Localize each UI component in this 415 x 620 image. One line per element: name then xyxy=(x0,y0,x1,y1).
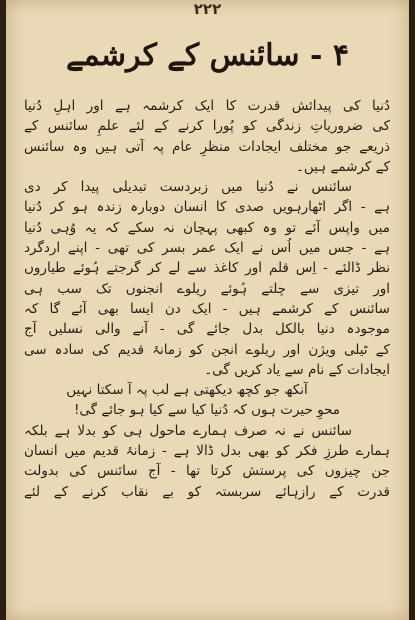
book-page xyxy=(6,0,409,620)
text-line: سائنس نے نہ صرف ہمارے ماحول ہی کو بدلا ہے بلکہ xyxy=(24,422,352,439)
text-line: سائنس کے کرشمے ہیں - ایک دن ایسا بھی آئے گا کہ xyxy=(24,300,390,317)
text-line: سائنس نے دُنیا میں زبردست تبدیلی پیدا کر دی xyxy=(24,179,352,196)
text-line: کے ٹیلی ویژن اور ریلوے انجن کو زمانۂ قدیم کی سادہ سی xyxy=(24,341,390,358)
text-line: قدرت کے رازہائے سربستہ کو بے نقاب کرنے کے لئے xyxy=(24,483,390,500)
text-line: میں واپس آئے تو وہ کبھی پہچان نہ سکے کہ یہ وُہی دُنیا xyxy=(24,219,390,236)
text-line: دُنیا کی پیدائش قدرت کا ایک کرشمہ ہے اور اہلِ دُنیا xyxy=(24,98,390,114)
body-text xyxy=(24,96,390,502)
text-line: ہمارے طرزِ فکر کو بھی بدل ڈالا ہے - زمانۂ قدیم میں انسان xyxy=(24,443,390,460)
verse-line: محوِ حیرت ہوں کہ دُنیا کیا سے کیا ہو جائے گی! xyxy=(73,402,341,419)
text-line: ذریعے جو مختلف ایجادات منظرِ عام پہ آتی ہیں وہ سائنس xyxy=(24,138,390,155)
text-line: جن چیزوں کی پرستش کرتا تھا - آج سائنس کی بدولت xyxy=(24,463,390,480)
text-line: ہے - اگر اٹھارہویں صدی کا انسان دوبارہ زندہ ہو کر دُنیا xyxy=(24,199,390,216)
chapter-title: ۴ - سائنس کے کرشمے xyxy=(65,38,350,73)
text-line: کے کرشمے ہیں۔ xyxy=(296,158,390,175)
text-line: کی ضروریاتِ زندگی کو پُورا کرنے کے لئے علمِ سائنس کے xyxy=(24,118,390,135)
text-line: ہے - جس میں اُس نے ایک عمر بسر کی تھی - اپنے اردگرد xyxy=(24,240,390,257)
text-line: ایجادات کے نام سے یاد کریں گی۔ xyxy=(204,361,390,378)
text-line: موجودہ دنیا بالکل بدل جائے گی - آنے والی نسلیں آج xyxy=(24,321,390,338)
text-line: نظر ڈالئے - اِس قلم اور کاغذ سے لے کر گرجتے ہُوئے طیاروں xyxy=(24,260,390,277)
text-line: اور تیزی سے چلتے ہُوئے ریلوے انجنوں تک سب ہی xyxy=(24,280,390,297)
page-number: ۲۲۲ xyxy=(193,0,222,18)
verse-line: آنکھ جو کچھ دیکھتی ہے لب پہ آ سکتا نہیں xyxy=(66,382,308,399)
